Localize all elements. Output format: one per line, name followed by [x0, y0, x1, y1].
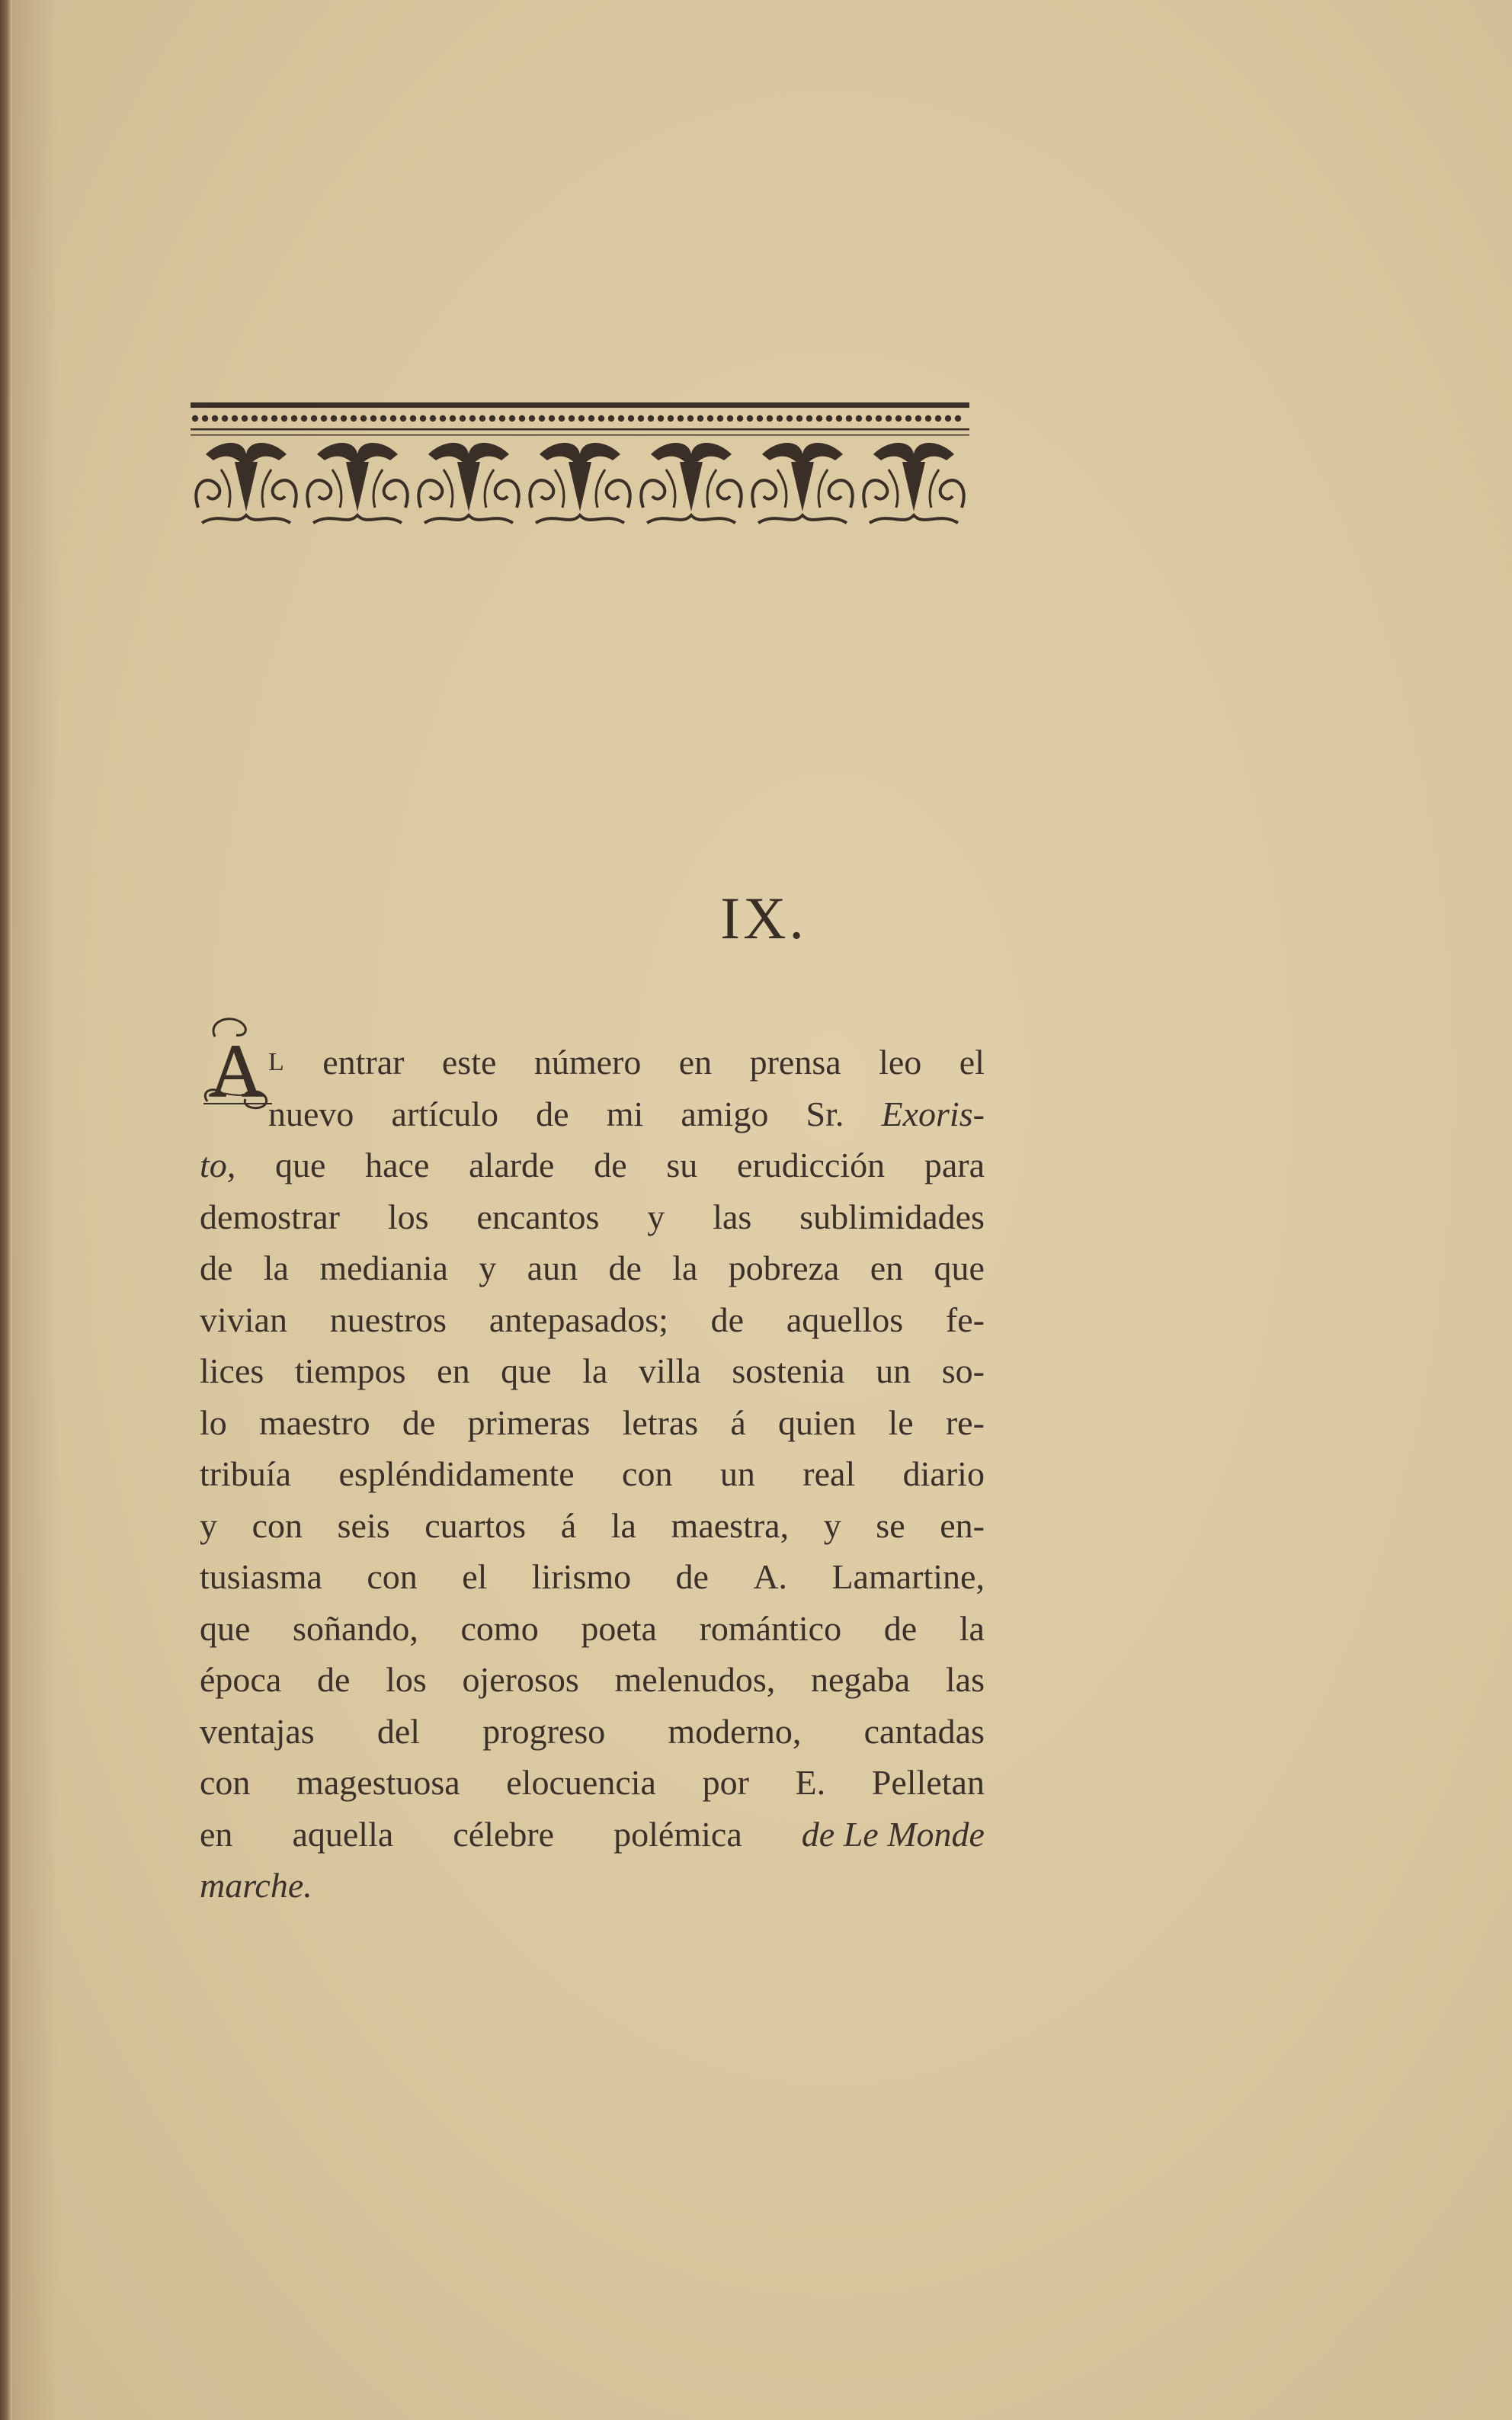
- word: romántico: [699, 1608, 842, 1648]
- headpiece-dot: [955, 415, 961, 421]
- headpiece-dot: [469, 415, 476, 421]
- word: Lamartine,: [831, 1557, 985, 1596]
- headpiece-dot: [202, 415, 208, 421]
- word: espléndidamente: [338, 1454, 575, 1493]
- word: diario: [902, 1454, 985, 1493]
- headpiece-dot: [767, 415, 773, 421]
- headpiece-dot: [796, 415, 802, 421]
- ornamental-headpiece-icon: [191, 402, 969, 540]
- word: mediania: [319, 1248, 448, 1287]
- word: de: [883, 1608, 918, 1648]
- headpiece-dot: [321, 415, 327, 421]
- word: y: [200, 1505, 217, 1545]
- word: los: [387, 1197, 429, 1236]
- word: de: [536, 1094, 569, 1133]
- word: antepasados;: [489, 1300, 668, 1339]
- word: entrar: [322, 1043, 405, 1082]
- chapter-paragraph: [200, 1037, 985, 1912]
- headpiece-dot: [915, 415, 921, 421]
- word: el: [959, 1043, 985, 1082]
- text-line: [200, 1191, 985, 1243]
- word: célebre: [453, 1814, 555, 1854]
- word: fe-: [945, 1300, 985, 1339]
- word: aun: [527, 1248, 578, 1287]
- word: en: [437, 1351, 470, 1390]
- word: y: [823, 1505, 841, 1545]
- headpiece-dot: [440, 415, 446, 421]
- headpiece-motif-icon: [752, 443, 852, 523]
- text-line: [200, 1654, 985, 1706]
- word: melenudos,: [614, 1660, 776, 1699]
- word: con: [251, 1505, 303, 1545]
- headpiece-dot: [460, 415, 466, 421]
- word: del: [376, 1711, 421, 1751]
- headpiece-dot: [945, 415, 951, 421]
- word: sostenia: [732, 1351, 845, 1390]
- headpiece-dot: [370, 415, 376, 421]
- word: y: [479, 1248, 497, 1287]
- word: que: [934, 1248, 985, 1287]
- word: á: [730, 1402, 746, 1442]
- word: quien: [778, 1402, 857, 1442]
- headpiece-dot: [806, 415, 812, 421]
- headpiece-dot: [222, 415, 228, 421]
- headpiece-dot: [707, 415, 713, 421]
- spine-shadow: [12, 0, 58, 2420]
- word: seis: [337, 1505, 390, 1545]
- headpiece-dot: [697, 415, 703, 421]
- headpiece-dot: [876, 415, 882, 421]
- text-line: [200, 1809, 985, 1861]
- word: el: [462, 1557, 488, 1596]
- word: maestro: [258, 1402, 370, 1442]
- word: su: [666, 1146, 698, 1184]
- word: aquella: [292, 1814, 394, 1854]
- headpiece-dot: [499, 415, 505, 421]
- word: la: [672, 1248, 698, 1287]
- headpiece-dot: [638, 415, 644, 421]
- word: lo: [200, 1402, 227, 1442]
- headpiece-dot: [598, 415, 604, 421]
- headpiece-dot: [648, 415, 654, 421]
- chapter-number: IX.: [720, 885, 807, 951]
- headpiece-dot: [311, 415, 317, 421]
- word: progreso: [482, 1711, 606, 1751]
- headpiece-dot: [737, 415, 743, 421]
- word: época: [200, 1660, 282, 1699]
- word: erudicción: [736, 1146, 886, 1184]
- headpiece-dot: [301, 415, 307, 421]
- word: un: [876, 1351, 911, 1390]
- word: la: [582, 1351, 608, 1390]
- headpiece-dot: [757, 415, 763, 421]
- headpiece-dot: [351, 415, 357, 421]
- headpiece-dot: [588, 415, 594, 421]
- text-line: [200, 1139, 985, 1191]
- word: con: [622, 1454, 673, 1493]
- word: de Le Monde: [801, 1814, 985, 1854]
- text-line: [200, 1603, 985, 1655]
- text-line: [200, 1088, 985, 1140]
- drop-cap-letter: A: [208, 1028, 264, 1113]
- word: real: [802, 1454, 856, 1493]
- word: Sr.: [806, 1094, 844, 1133]
- word: cantadas: [863, 1711, 985, 1751]
- text-line: [200, 1551, 985, 1603]
- word: amigo: [681, 1094, 769, 1133]
- headpiece-dot: [727, 415, 733, 421]
- headpiece-dot: [549, 415, 555, 421]
- word: nuestros: [329, 1300, 447, 1339]
- word: letras: [622, 1402, 699, 1442]
- headpiece-dot: [390, 415, 396, 421]
- headpiece-dot: [935, 415, 941, 421]
- word: prensa: [749, 1043, 841, 1082]
- headpiece-dot: [430, 415, 436, 421]
- text-line: [200, 1706, 985, 1758]
- headpiece-dot: [420, 415, 426, 421]
- word: con: [200, 1763, 251, 1802]
- word: aquellos: [786, 1300, 904, 1339]
- headpiece-dot: [341, 415, 347, 421]
- word: tusiasma: [200, 1557, 322, 1596]
- word: las: [945, 1660, 985, 1699]
- text-line: [200, 1448, 985, 1500]
- headpiece-dot: [271, 415, 277, 421]
- headpiece-dot: [836, 415, 842, 421]
- word: leo: [879, 1043, 922, 1082]
- word: alarde: [469, 1146, 555, 1184]
- headpiece-dot: [242, 415, 248, 421]
- text-line: [200, 1757, 985, 1809]
- word: que: [501, 1351, 552, 1390]
- headpiece-dot: [777, 415, 783, 421]
- word: por: [702, 1763, 749, 1802]
- word: E.: [795, 1763, 826, 1802]
- word: de: [594, 1146, 627, 1184]
- headpiece-dot: [380, 415, 386, 421]
- word: re-: [945, 1402, 985, 1442]
- word: en: [200, 1814, 233, 1854]
- word: villa: [638, 1351, 701, 1390]
- word: la: [959, 1608, 985, 1648]
- headpiece-dot: [331, 415, 337, 421]
- word: las: [713, 1197, 752, 1236]
- word: de: [316, 1660, 351, 1699]
- word: la: [263, 1248, 289, 1287]
- headpiece-dot: [886, 415, 892, 421]
- word: polémica: [613, 1814, 742, 1854]
- word: á: [560, 1505, 577, 1545]
- headpiece-dot: [925, 415, 931, 421]
- word: un: [719, 1454, 755, 1493]
- word: de: [675, 1557, 709, 1596]
- headpiece-dot: [578, 415, 585, 421]
- word: encantos: [476, 1197, 600, 1236]
- word: ojerosos: [462, 1660, 579, 1699]
- word: moderno,: [668, 1711, 802, 1751]
- headpiece-dot: [450, 415, 456, 421]
- headpiece-dot: [559, 415, 565, 421]
- headpiece-dot: [529, 415, 535, 421]
- headpiece-dot: [895, 415, 902, 421]
- headpiece-dot: [519, 415, 525, 421]
- headpiece-dot: [281, 415, 287, 421]
- word: maestra,: [671, 1505, 790, 1545]
- word: de: [710, 1300, 745, 1339]
- text-line: [200, 1294, 985, 1346]
- word: este: [441, 1043, 497, 1082]
- text-line: [200, 1242, 985, 1294]
- word: A.: [753, 1557, 788, 1596]
- headpiece-motif-icon: [641, 443, 741, 523]
- word: demostrar: [200, 1197, 340, 1236]
- word: elocuencia: [506, 1763, 656, 1802]
- word: y: [647, 1197, 665, 1236]
- headpiece-dot: [489, 415, 495, 421]
- headpiece-dot: [618, 415, 624, 421]
- word: número: [533, 1043, 642, 1082]
- word: pobreza: [728, 1248, 840, 1287]
- word: lirismo: [531, 1557, 632, 1596]
- text-line: [200, 1037, 985, 1088]
- word: que: [200, 1608, 251, 1648]
- word: negaba: [810, 1660, 911, 1699]
- headpiece-dot: [261, 415, 267, 421]
- book-spine: [0, 0, 12, 2420]
- word: de: [608, 1248, 642, 1287]
- headpiece-dot: [747, 415, 753, 421]
- headpiece-dot: [717, 415, 723, 421]
- headpiece-dot: [687, 415, 694, 421]
- word: sublimidades: [799, 1197, 985, 1236]
- headpiece-dot: [400, 415, 406, 421]
- headpiece-dot: [826, 415, 832, 421]
- word: so-: [941, 1351, 985, 1390]
- word: cuartos: [424, 1505, 527, 1545]
- headpiece-dot: [410, 415, 416, 421]
- word: en: [870, 1248, 904, 1287]
- word: de: [402, 1402, 436, 1442]
- headpiece-motif-icon: [307, 443, 407, 523]
- headpiece-dot: [786, 415, 793, 421]
- word: tiempos: [294, 1351, 406, 1390]
- headpiece-dot: [192, 415, 198, 421]
- headpiece-dot: [569, 415, 575, 421]
- headpiece-dot: [212, 415, 218, 421]
- headpiece-dot: [816, 415, 822, 421]
- word: los: [386, 1660, 427, 1699]
- headpiece-dot: [251, 415, 258, 421]
- word: la: [610, 1505, 636, 1545]
- word: como: [460, 1608, 539, 1648]
- word: tribuía: [200, 1454, 292, 1493]
- word: magestuosa: [296, 1763, 460, 1802]
- text-line: [200, 1860, 985, 1912]
- headpiece-motif-icon: [530, 443, 629, 523]
- word: se: [876, 1505, 905, 1545]
- word: en-: [940, 1505, 985, 1545]
- word: soñando,: [293, 1608, 418, 1648]
- text-line: [200, 1397, 985, 1449]
- word: Pelletan: [871, 1763, 985, 1802]
- headpiece-dot: [608, 415, 614, 421]
- word: hace: [365, 1146, 430, 1184]
- headpiece-dot: [232, 415, 238, 421]
- text-line: [200, 1345, 985, 1397]
- headpiece-dot: [291, 415, 297, 421]
- headpiece-motif-icon: [418, 443, 518, 523]
- headpiece-dot: [905, 415, 911, 421]
- headpiece-dot: [509, 415, 515, 421]
- word: le: [888, 1402, 914, 1442]
- word: lices: [200, 1351, 264, 1390]
- word: L: [268, 1048, 285, 1076]
- headpiece-motif-icon: [863, 443, 963, 523]
- headpiece-dot: [678, 415, 684, 421]
- word: nuevo: [268, 1094, 354, 1133]
- headpiece-dot: [866, 415, 872, 421]
- word: que: [275, 1146, 326, 1184]
- word: mi: [606, 1094, 644, 1133]
- word: en: [678, 1043, 713, 1082]
- headpiece-dot: [360, 415, 367, 421]
- headpiece-dot: [856, 415, 862, 421]
- word: para: [924, 1146, 985, 1184]
- word: poeta: [581, 1608, 657, 1648]
- word: con: [367, 1557, 418, 1596]
- headpiece-dot: [539, 415, 545, 421]
- headpiece-dot: [658, 415, 664, 421]
- headpiece-dot: [628, 415, 634, 421]
- word: de: [200, 1248, 233, 1287]
- headpiece-motif-icon: [196, 443, 296, 523]
- word: to,: [200, 1146, 236, 1184]
- word: vivian: [200, 1300, 287, 1339]
- word: artículo: [391, 1094, 499, 1133]
- word: Exoris-: [881, 1094, 985, 1133]
- word: marche.: [200, 1866, 312, 1905]
- word: ventajas: [200, 1711, 315, 1751]
- word: primeras: [467, 1402, 591, 1442]
- headpiece-dot: [668, 415, 674, 421]
- text-line: [200, 1500, 985, 1552]
- headpiece-dot: [846, 415, 852, 421]
- headpiece-dot: [479, 415, 485, 421]
